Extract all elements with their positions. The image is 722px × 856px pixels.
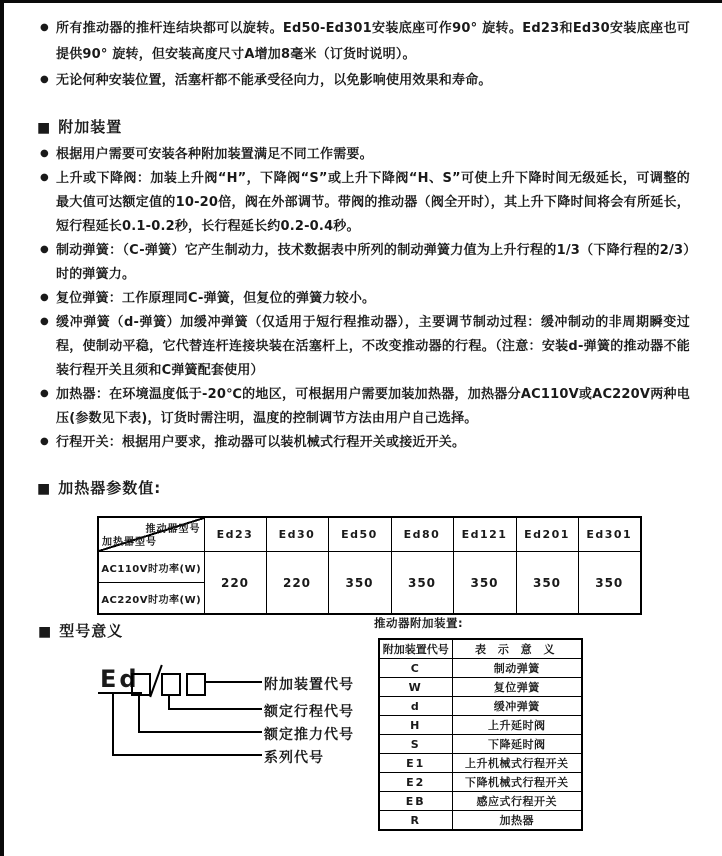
accessory-meaning: 缓冲弹簧	[452, 697, 582, 716]
stroke-code-box	[161, 673, 181, 696]
corner-label-actuator-model: 推动器型号	[145, 524, 201, 535]
table-row	[379, 792, 582, 811]
list-item	[40, 167, 690, 239]
intro-bullet-list	[40, 16, 690, 94]
table-row	[379, 678, 582, 697]
row-label-ac220v: AC220V时功率(W)	[98, 583, 204, 615]
bullet-icon: ●	[40, 22, 49, 33]
attachments-bullet-list	[40, 143, 690, 455]
power-value-cell: 350	[391, 552, 453, 615]
section-heading-attachments	[37, 116, 722, 137]
column-header: Ed201	[516, 517, 578, 552]
table-row	[379, 773, 582, 792]
attachment-bullet-text: 行程开关：根据用户要求，推动器可以装机械式行程开关或接近开关。	[56, 435, 466, 450]
intro-bullet-text: 无论何种安装位置，活塞杆都不能承受径向力，以免影响使用效果和寿命。	[56, 73, 492, 88]
accessory-meaning: 复位弹簧	[452, 678, 582, 697]
table-row	[379, 754, 582, 773]
list-item	[40, 143, 690, 167]
section-title: 型号意义	[59, 622, 124, 640]
accessory-code: W	[379, 678, 452, 697]
bullet-icon: ●	[40, 388, 49, 399]
bullet-icon: ●	[40, 148, 49, 159]
accessory-meaning: 下降机械式行程开关	[452, 773, 582, 792]
row-label-ac110v: AC110V时功率(W)	[98, 552, 204, 583]
heater-parameters-table	[97, 516, 642, 615]
list-item	[40, 311, 690, 383]
table-row	[379, 811, 582, 831]
accessory-meaning: 下降延时阀	[452, 735, 582, 754]
accessory-table-caption: 推动器附加装置:	[374, 616, 464, 630]
table-row	[379, 697, 582, 716]
diagram-label-attachment-code: 附加装置代号	[264, 677, 354, 693]
diagram-label-stroke-code: 额定行程代号	[264, 704, 354, 720]
table-row	[379, 716, 582, 735]
list-item	[40, 68, 690, 94]
section-title: 加热器参数值:	[58, 479, 162, 497]
section-heading-heater-params	[37, 477, 722, 498]
accessory-code: S	[379, 735, 452, 754]
bullet-icon: ●	[40, 316, 49, 327]
section-title: 附加装置	[58, 118, 123, 136]
column-header-code: 附加装置代号	[379, 639, 452, 659]
power-value-cell: 350	[516, 552, 578, 615]
bullet-icon: ●	[40, 292, 49, 303]
accessory-code: R	[379, 811, 452, 831]
attachment-bullet-text: 缓冲弹簧（d-弹簧）加缓冲弹簧（仅适用于短行程推动器），主要调节制动过程：缓冲制动的非周期瞬变过程，使制动平稳，它代替连杆连接块装在活塞杆上，不改变推动器的行程。（注意：安装d-弹簧的推动器不能装行程开关且须和C弹簧配套使用）	[56, 315, 690, 378]
connector-line	[112, 694, 114, 756]
accessory-code: EB	[379, 792, 452, 811]
accessory-meaning: 上升机械式行程开关	[452, 754, 582, 773]
list-item	[40, 287, 690, 311]
bullet-icon: ●	[40, 172, 49, 183]
diagram-label-series-code: 系列代号	[264, 750, 324, 766]
connector-line	[138, 694, 140, 733]
diagonal-header-cell	[98, 517, 204, 552]
section-heading-model-meaning	[38, 620, 123, 641]
heater-table-wrap	[97, 516, 722, 615]
connector-line	[168, 708, 262, 710]
accessory-meaning: 加热器	[452, 811, 582, 831]
column-header: Ed23	[204, 517, 266, 552]
square-bullet-icon: ■	[37, 120, 52, 136]
connector-line	[112, 754, 262, 756]
column-header-meaning: 表 示 意 义	[452, 639, 582, 659]
corner-label-heater-model: 加热器型号	[102, 537, 157, 548]
list-item	[40, 16, 690, 68]
table-row	[379, 735, 582, 754]
model-code-diagram	[98, 664, 398, 784]
column-header: Ed80	[391, 517, 453, 552]
attachment-bullet-text: 根据用户需要可安装各种附加装置满足不同工作需要。	[56, 147, 373, 162]
accessory-meaning: 感应式行程开关	[452, 792, 582, 811]
table-header-row	[379, 639, 582, 659]
attachment-bullet-text: 复位弹簧：工作原理同C-弹簧，但复位的弹簧力较小。	[56, 291, 376, 306]
power-value-cell: 350	[578, 552, 641, 615]
bullet-icon: ●	[40, 244, 49, 255]
accessory-code: C	[379, 659, 452, 678]
table-row	[379, 659, 582, 678]
accessory-code: d	[379, 697, 452, 716]
column-header: Ed301	[578, 517, 641, 552]
bullet-icon: ●	[40, 74, 49, 85]
accessory-code: E1	[379, 754, 452, 773]
column-header: Ed30	[266, 517, 328, 552]
accessory-meaning: 制动弹簧	[452, 659, 582, 678]
list-item	[40, 431, 690, 455]
thrust-code-box	[131, 673, 151, 696]
bullet-icon: ●	[40, 436, 49, 447]
accessory-code-table	[378, 638, 583, 831]
connector-line	[206, 681, 262, 683]
connector-line	[138, 731, 262, 733]
attachment-bullet-text: 加热器：在环境温度低于-20℃的地区，可根据用户需要加装加热器，加热器分AC110V或AC220V两种电压(参数见下表)，订货时需注明，温度的控制调节方法由用户自己选择。	[56, 387, 690, 426]
attachment-bullet-text: 上升或下降阀：加装上升阀“H”，下降阀“S”或上升下降阀“H、S”可使上升下降时间无级延长，可调整的最大值可达额定值的10-20倍，阀在外部调节。带阀的推动器（阀全开时），其上升下降时间将会有所延长，短行程延长0.1-0.2秒，长行程延长约0.2-0.4秒。	[56, 171, 690, 234]
column-header: Ed50	[328, 517, 391, 552]
list-item	[40, 239, 690, 287]
list-item	[40, 383, 690, 431]
table-header-row	[98, 517, 641, 552]
attachment-bullet-text: 制动弹簧：（C-弹簧）它产生制动力，技术数据表中所列的制动弹簧力值为上升行程的1/3（下降行程的2/3）时的弹簧力。	[56, 243, 690, 282]
column-header: Ed121	[453, 517, 516, 552]
power-value-cell: 350	[453, 552, 516, 615]
accessory-code: E2	[379, 773, 452, 792]
power-value-cell: 220	[204, 552, 266, 615]
diagram-label-thrust-code: 额定推力代号	[264, 727, 354, 743]
accessory-meaning: 上升延时阀	[452, 716, 582, 735]
series-prefix-text: Ed	[100, 665, 140, 693]
square-bullet-icon: ■	[37, 481, 52, 497]
table-row	[98, 552, 641, 583]
square-bullet-icon: ■	[38, 624, 53, 640]
accessory-code: H	[379, 716, 452, 735]
intro-bullet-text: 所有推动器的推杆连结块都可以旋转。Ed50-Ed301安装底座可作90° 旋转。Ed23和Ed30安装底座也可提供90° 旋转，但安装高度尺寸A增加8毫米（订货时说明）。	[56, 21, 690, 62]
power-value-cell: 220	[266, 552, 328, 615]
attachment-code-box	[186, 673, 206, 696]
power-value-cell: 350	[328, 552, 391, 615]
